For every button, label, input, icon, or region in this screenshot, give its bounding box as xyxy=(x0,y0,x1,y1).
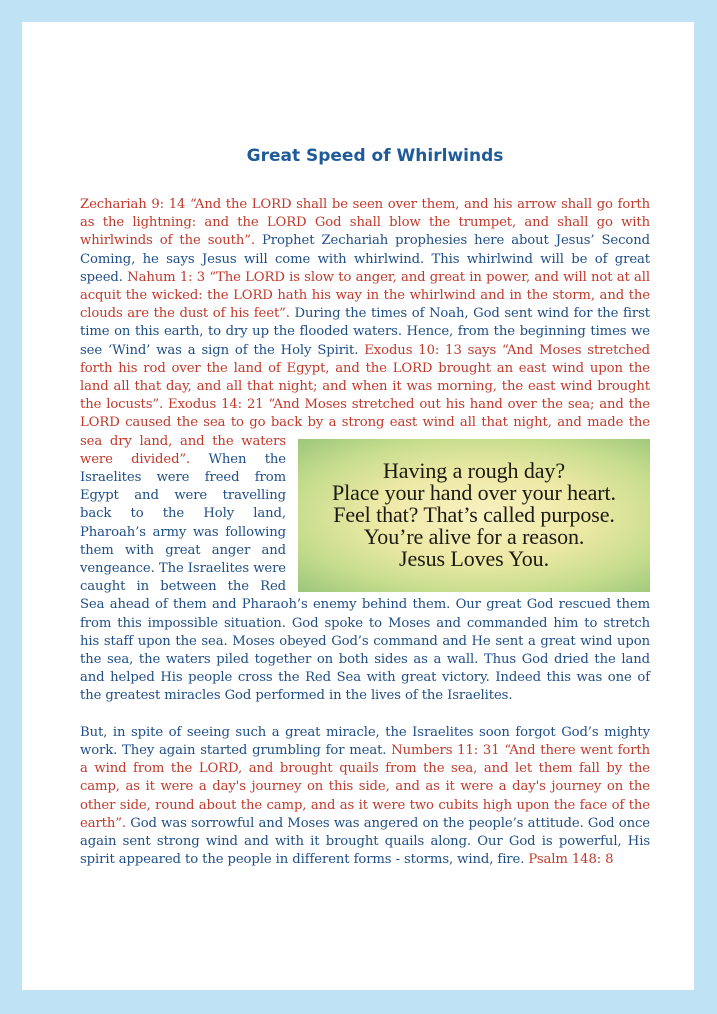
quote-line: Having a rough day? xyxy=(383,458,565,484)
paragraph-gap xyxy=(80,706,650,724)
body-text: During the times of Noah, God sent wind for the first time on this earth, to dry up the flooded waters. Hence, from the beginning times we see ‘Wind’ was a sign of the Holy Spirit. xyxy=(80,306,650,358)
scripture-ref: Zechariah 9: 14 “And the LORD shall be seen over them, and his arrow shall go forth as the lightning: and the LORD God shall blow the trumpet, and shall go with whirlwinds of the south”. xyxy=(80,197,650,249)
quote-line: Place your hand over your heart. xyxy=(332,480,616,506)
scripture-ref: Psalm 148: 8 xyxy=(528,852,614,868)
quote-line: Jesus Loves You. xyxy=(399,546,549,572)
scripture-ref: Numbers 11: 31 “And there went forth a wind from the LORD, and brought quails from the sea, and let them fall by the camp, as it were a day's journey on this side, and as it were a day's journey on the other side, round about the camp, and as it were two cubits high upon the face of the earth”. xyxy=(80,742,650,831)
paragraph-2 xyxy=(80,724,650,870)
body-text: God was sorrowful and Moses was angered on the people’s attitude. God once again sent strong wind and with it brought quails along. Our God is powerful, His spirit appeared to the people in different forms - storms, wind, fire. xyxy=(80,815,650,868)
body-text: Prophet Zechariah prophesies here about Jesus’ Second Coming, he says Jesus will come with whirlwind. This whirlwind will be of great speed. xyxy=(80,233,650,285)
body-text: But, in spite of seeing such a great miracle, the Israelites soon forgot God’s mighty work. They again started grumbling for meat. xyxy=(80,724,650,758)
quote-line: Feel that? That’s called purpose. xyxy=(333,502,615,528)
scripture-ref: Exodus 10: 13 says “And Moses stretched forth his rod over the land of Egypt, and the LORD brought an east wind upon the land all that day, and all that night; and when it was morning, the east wind brought the locusts”. Exodus 14: 21 “And Moses stretched out his hand over the sea; and the LORD caused the sea to go back by a strong east wind all that night, and made the xyxy=(80,342,650,431)
page-title: Great Speed of Whirlwinds xyxy=(246,146,504,166)
scripture-ref: sea dry land, and the waters were divided”. xyxy=(80,433,286,467)
body-text: When the Israelites were freed from Egypt and were travelling back to the Holy land, Pharoah’s army was following them with great anger and vengeance. The Israelites were caught in between the Red Sea ahead of them and Pharaoh’s enemy behind them. Our great God rescued them from this impossible situation. God spoke to Moses and commanded him to stretch his staff upon the sea. Moses obeyed God’s command and He sent a great wind upon the sea, the waters piled together on both sides as a wall. Thus God dried the land and helped His people cross the Red Sea with great victory. Indeed this was one of the greatest miracles God performed in the lives of the Israelites. xyxy=(80,451,650,704)
scripture-ref: Nahum 1: 3 “The LORD is slow to anger, and great in power, and will not at all acquit the wicked: the LORD hath his way in the whirlwind and in the storm, and the clouds are the dust of his feet”. xyxy=(80,269,650,322)
quote-line: You’re alive for a reason. xyxy=(363,524,585,550)
paragraph-1 xyxy=(80,196,650,706)
quote-image xyxy=(298,439,650,592)
article-body xyxy=(80,196,650,869)
page xyxy=(22,22,694,990)
